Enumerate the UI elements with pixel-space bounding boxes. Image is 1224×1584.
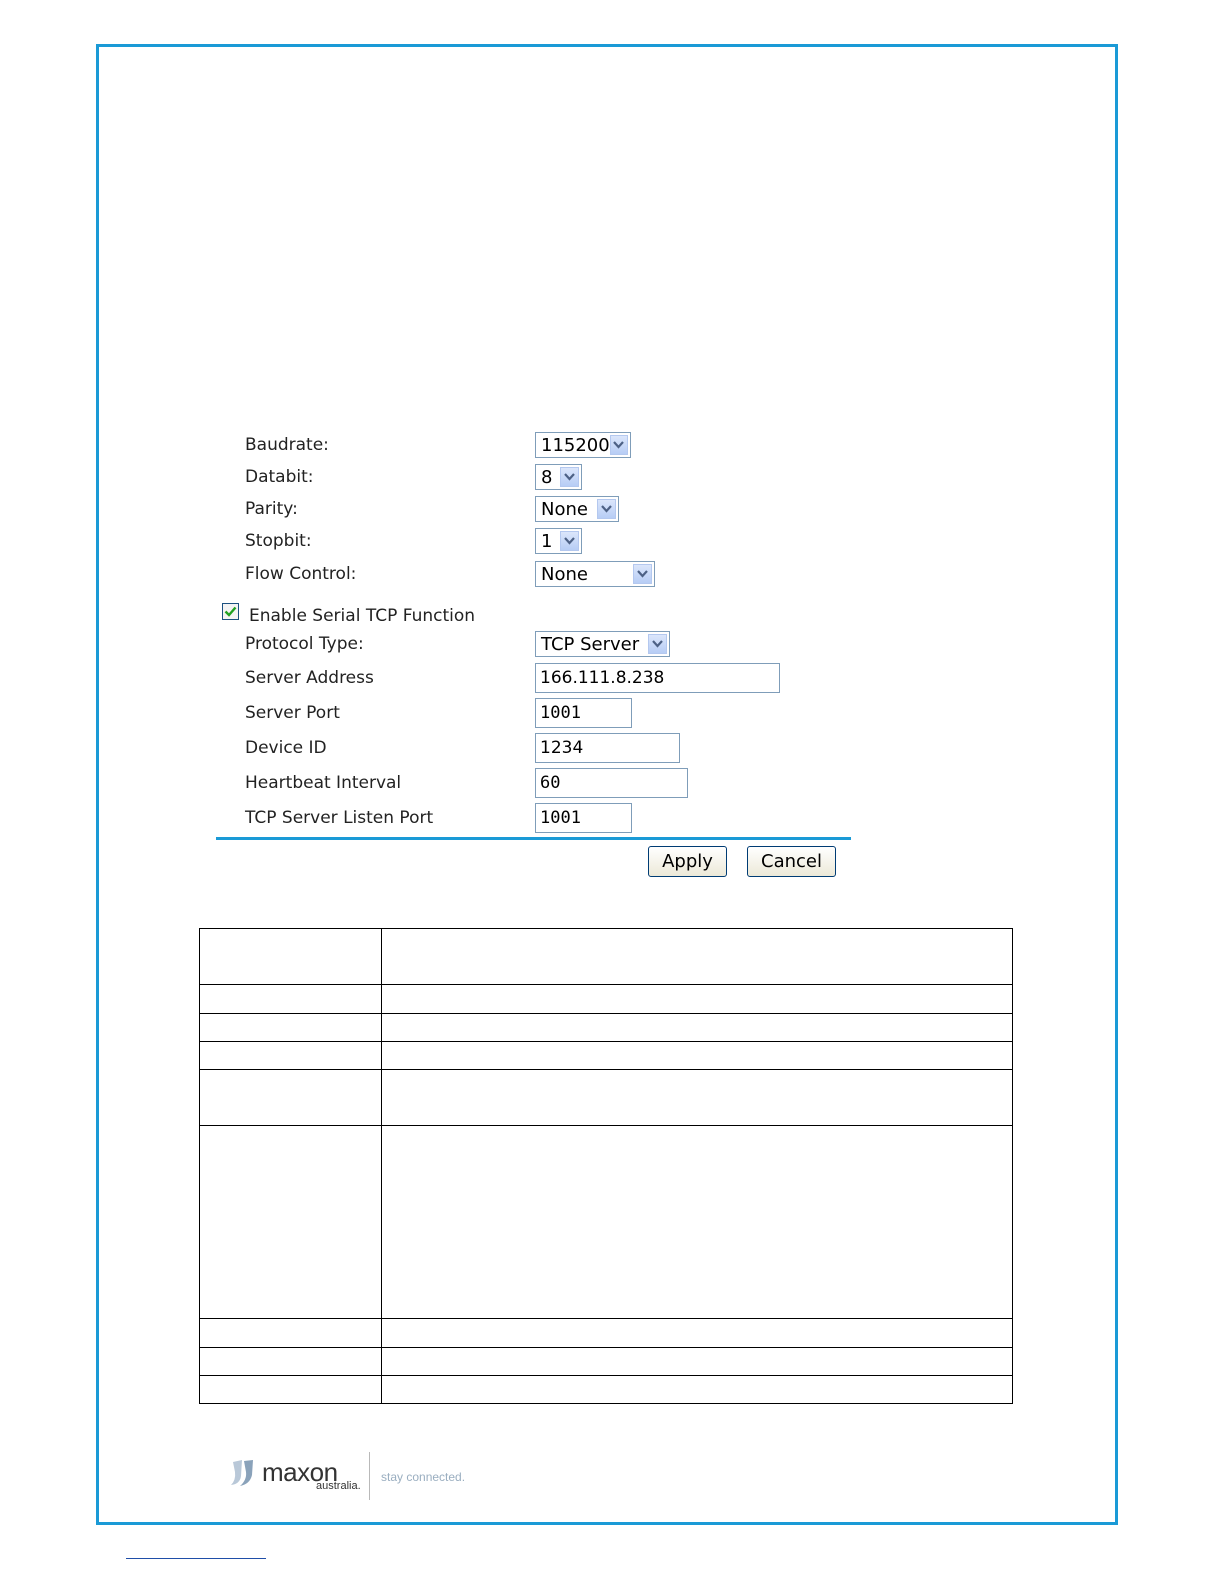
baudrate-select[interactable] bbox=[535, 432, 631, 458]
server-address-label: Server Address bbox=[245, 668, 374, 688]
heartbeat-label: Heartbeat Interval bbox=[245, 773, 402, 793]
protocol-type-label: Protocol Type: bbox=[245, 634, 364, 654]
baudrate-label: Baudrate: bbox=[245, 435, 329, 455]
stopbit-label: Stopbit: bbox=[245, 531, 312, 551]
server-address-input[interactable]: 166.111.8.238 bbox=[535, 663, 780, 693]
check-icon bbox=[224, 606, 237, 617]
stopbit-value: 1 bbox=[541, 530, 553, 552]
server-port-input[interactable]: 1001 bbox=[535, 698, 632, 728]
footnote-rule bbox=[126, 1558, 266, 1559]
table-row bbox=[200, 1070, 1013, 1126]
device-id-input[interactable]: 1234 bbox=[535, 733, 680, 763]
heartbeat-input[interactable]: 60 bbox=[535, 768, 688, 798]
logo-brand: maxon bbox=[262, 1457, 338, 1487]
protocol-type-select[interactable] bbox=[535, 631, 670, 657]
chevron-down-icon[interactable] bbox=[648, 634, 667, 654]
table-row bbox=[200, 1319, 1013, 1348]
chevron-down-icon[interactable] bbox=[560, 467, 579, 487]
cancel-button[interactable]: Cancel bbox=[747, 846, 836, 877]
apply-button[interactable]: Apply bbox=[648, 846, 727, 877]
databit-select[interactable] bbox=[535, 464, 582, 490]
chevron-down-icon[interactable] bbox=[633, 564, 652, 584]
parity-value: None bbox=[541, 498, 588, 520]
listen-port-label: TCP Server Listen Port bbox=[245, 808, 434, 828]
table-row bbox=[200, 1042, 1013, 1070]
logo-separator bbox=[369, 1452, 370, 1500]
table-row bbox=[200, 1348, 1013, 1376]
flow-control-value: None bbox=[541, 563, 588, 585]
table-row bbox=[200, 929, 1013, 985]
device-id-label: Device ID bbox=[245, 738, 327, 758]
listen-port-input[interactable]: 1001 bbox=[535, 803, 632, 833]
enable-tcp-label[interactable]: Enable Serial TCP Function bbox=[249, 606, 476, 626]
chevron-down-icon[interactable] bbox=[610, 435, 628, 455]
logo-swoosh-icon bbox=[228, 1458, 258, 1488]
databit-value: 8 bbox=[541, 466, 553, 488]
chevron-down-icon[interactable] bbox=[560, 531, 579, 551]
table-row bbox=[200, 1126, 1013, 1319]
table-row bbox=[200, 1376, 1013, 1404]
baudrate-value: 115200 bbox=[541, 434, 610, 456]
table-row bbox=[200, 1014, 1013, 1042]
logo-sub: australia. bbox=[316, 1480, 361, 1492]
parity-select[interactable] bbox=[535, 496, 619, 522]
table-row bbox=[200, 985, 1013, 1014]
parity-label: Parity: bbox=[245, 499, 298, 519]
description-table bbox=[199, 928, 1013, 1404]
flow-control-label: Flow Control: bbox=[245, 564, 357, 584]
maxon-logo bbox=[228, 1452, 478, 1502]
server-port-label: Server Port bbox=[245, 703, 340, 723]
form-divider bbox=[216, 837, 851, 840]
flow-control-select[interactable] bbox=[535, 561, 655, 587]
logo-tagline: stay connected. bbox=[381, 1470, 466, 1484]
protocol-type-value: TCP Server bbox=[541, 633, 640, 655]
stopbit-select[interactable] bbox=[535, 528, 582, 554]
databit-label: Databit: bbox=[245, 467, 314, 487]
enable-tcp-checkbox[interactable] bbox=[222, 603, 239, 620]
chevron-down-icon[interactable] bbox=[597, 499, 616, 519]
